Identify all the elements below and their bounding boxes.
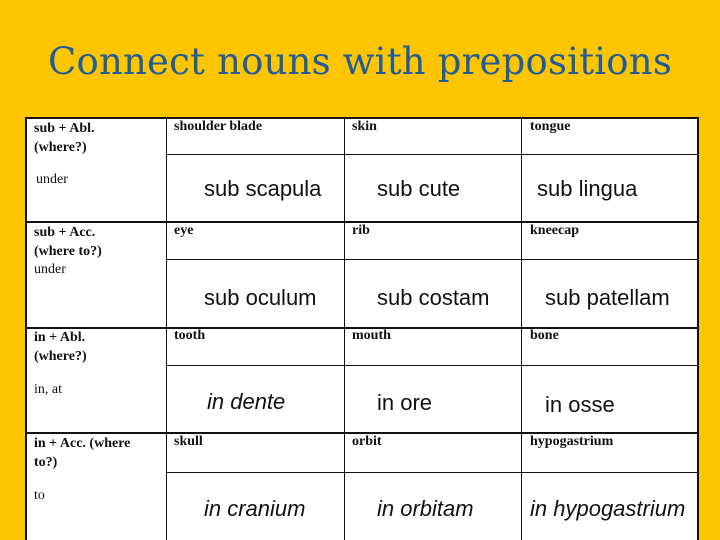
- cell-divider: [166, 154, 697, 155]
- answer-cell: in cranium: [204, 496, 306, 521]
- row-meaning: under: [36, 172, 68, 187]
- answer-cell: sub oculum: [204, 285, 317, 310]
- column-divider: [344, 119, 345, 540]
- answer-cell: sub patellam: [545, 285, 670, 310]
- noun-cell: rib: [352, 223, 370, 238]
- answer-cell: in ore: [377, 390, 433, 415]
- answer-cell: sub lingua: [537, 176, 638, 201]
- row-label: in + Abl. (where?): [34, 330, 87, 364]
- noun-cell: tongue: [530, 119, 571, 134]
- noun-cell: hypogastrium: [530, 434, 614, 449]
- noun-cell: eye: [174, 223, 194, 238]
- cell-divider: [166, 365, 697, 366]
- noun-cell: mouth: [352, 328, 391, 343]
- row-label: sub + Abl. (where?): [34, 121, 95, 155]
- cell-divider: [166, 472, 697, 473]
- cell-divider: [166, 259, 697, 260]
- noun-cell: bone: [530, 328, 559, 343]
- answer-cell: in osse: [545, 392, 615, 417]
- noun-cell: shoulder blade: [174, 119, 263, 134]
- row-label: in + Acc. (where to?): [34, 436, 131, 470]
- row-meaning: in, at: [34, 382, 62, 397]
- answer-cell: sub cute: [377, 176, 461, 201]
- noun-cell: skull: [174, 434, 203, 449]
- noun-cell: skin: [352, 119, 377, 134]
- noun-cell: kneecap: [530, 223, 579, 238]
- slide-title: Connect nouns with prepositions: [47, 40, 673, 83]
- column-divider: [521, 119, 522, 540]
- row-label: sub + Acc. (where to?): [34, 225, 102, 259]
- answer-cell: in hypogastrium: [530, 496, 686, 521]
- row-meaning: under: [34, 262, 66, 277]
- column-divider: [166, 119, 167, 540]
- answer-cell: in dente: [207, 389, 286, 414]
- answer-cell: in orbitam: [377, 496, 474, 521]
- answer-cell: sub scapula: [204, 176, 322, 201]
- preposition-table: [25, 117, 699, 540]
- noun-cell: tooth: [174, 328, 206, 343]
- answer-cell: sub costam: [377, 285, 490, 310]
- noun-cell: orbit: [352, 434, 382, 449]
- row-meaning: to: [34, 488, 45, 503]
